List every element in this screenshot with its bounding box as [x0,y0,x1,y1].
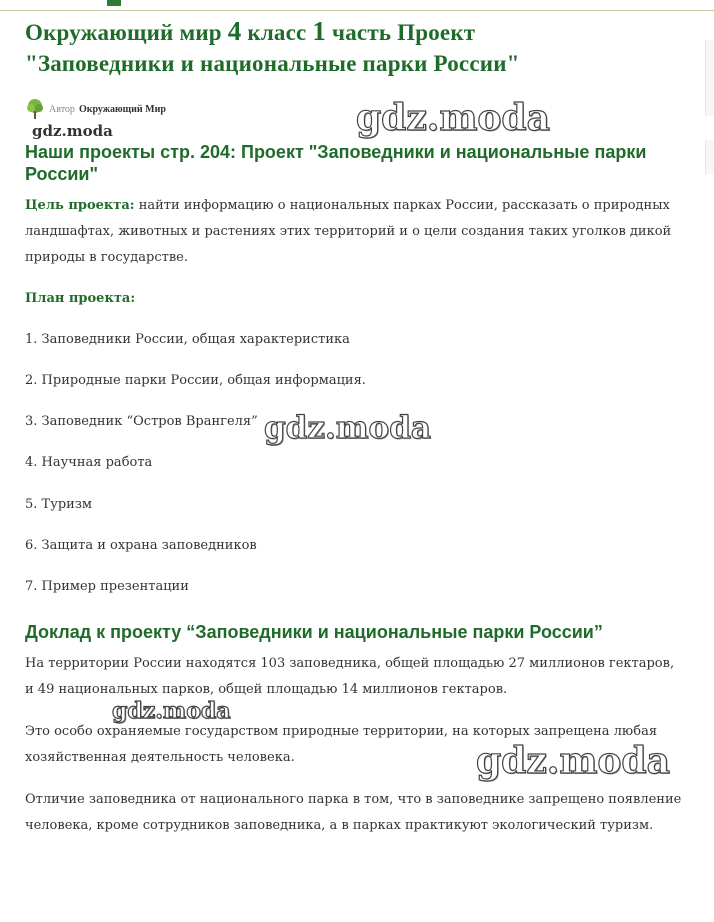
list-item: 1. Заповедники России, общая характеристика [25,332,350,347]
list-item: 7. Пример презентации [25,579,189,594]
list-item: 5. Туризм [25,497,93,512]
report-paragraph: На территории России находятся 103 заповедника, общей площадью 27 миллионов гектаров, и 49 национальных парков, общей площадью 14 миллионов гектаров. [25,656,675,697]
top-accent-mark [107,0,121,6]
plan-label [25,286,685,312]
plan-label-text: План проекта: [25,291,136,306]
report-paragraph: Это особо охраняемые государством природные территории, на которых запрещена любая хозяйственная деятельность человека. [25,724,658,765]
tree-icon [25,98,45,120]
title-part: класс [241,20,313,45]
watermark: gdz.moda [264,410,431,446]
section-heading-report: Доклад к проекту “Заповедники и национальные парки России” [25,622,603,642]
watermark: gdz.moda [112,698,231,724]
author-link[interactable]: Окружающий Мир [78,103,166,115]
project-goal [25,193,685,271]
author-label: Автор [49,103,75,115]
watermark: gdz.moda [476,740,670,782]
goal-text: найти информацию о национальных парках России, рассказать о природных ландшафтах, животных и растениях этих территорий и о цели создания таких уголков дикой природы в государстве. [25,198,672,265]
sidebar-edge-lower [705,140,714,174]
title-part: часть Проект [326,20,476,45]
page-header [25,16,705,79]
page-title [25,16,705,79]
top-divider [0,10,714,11]
title-line-2: "Заповедники и национальные парки России" [25,51,520,76]
watermark-small: gdz.moda [32,122,113,140]
report-paragraph: Отличие заповедника от национального парка в том, что в заповеднике запрещено появление человека, кроме сотрудников заповедника, а в парках практикуют экологический туризм. [25,792,682,833]
list-item: 2. Природные парки России, общая информация. [25,373,366,388]
list-item: 6. Защита и охрана заповедников [25,538,257,553]
title-grade-number: 4 [227,16,242,46]
watermark: gdz.moda [356,97,550,139]
author-line [25,98,166,120]
list-item: 3. Заповедник “Остров Врангеля” [25,414,258,429]
title-part-number: 1 [312,16,327,46]
goal-label: Цель проекта: [25,198,135,213]
sidebar-edge [705,40,714,116]
title-part: Окружающий мир [25,20,228,45]
section-heading-projects: Наши проекты стр. 204: Проект "Заповедники и национальные парки России" [25,142,647,184]
list-item: 4. Научная работа [25,455,153,470]
